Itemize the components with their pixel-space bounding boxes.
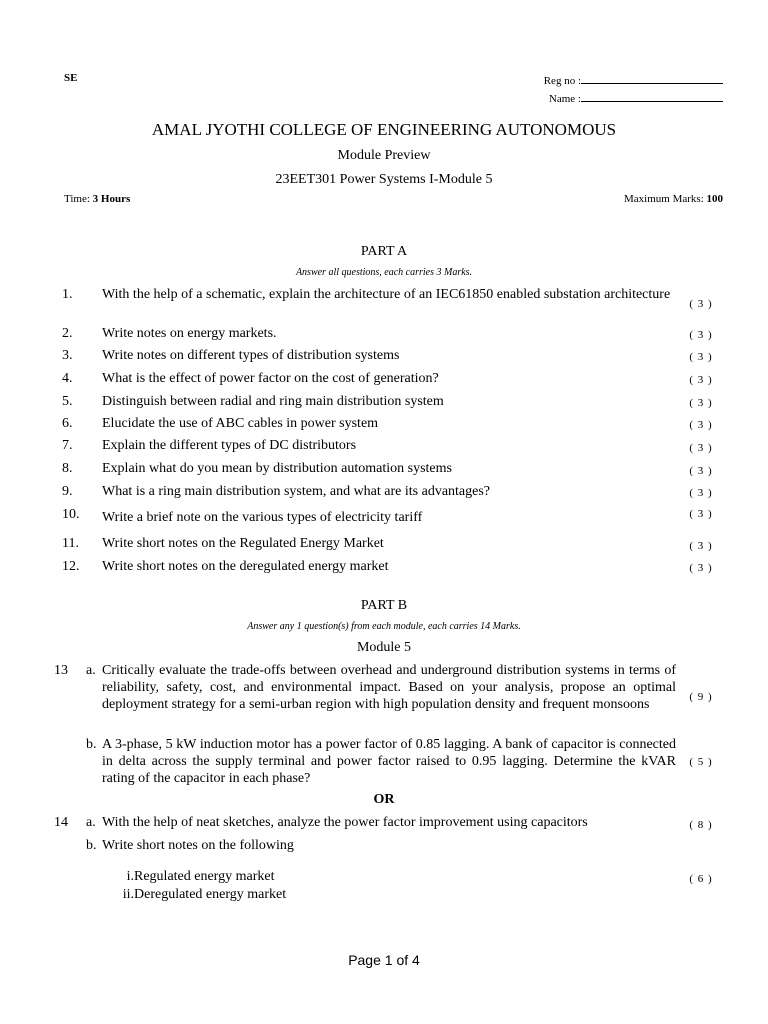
part-a-title: PART A <box>360 244 408 259</box>
sub-item-i: i. Regulated energy market <box>126 869 275 884</box>
reg-no-label: Reg no : <box>543 75 581 87</box>
question-13b: b. A 3-phase, 5 kW induction motor has a power factor of 0.85 lagging. A bank of capacitor is connected in delta across the supply terminal and power factor raised to 0.95 lagging. Determine the kVAR rating of the capacitor in each phase? ( 5 ) <box>86 737 713 786</box>
question-1: 1. With the help of a schematic, explain the architecture of an IEC61850 enabled substation architecture ( 3 ) <box>62 287 713 310</box>
time-value: 3 Hours <box>92 193 131 205</box>
module-preview-title: Module Preview <box>337 148 431 163</box>
sub-item-ii: ii. Deregulated energy market <box>122 887 287 902</box>
candidate-fields <box>544 72 723 108</box>
name-line <box>581 91 723 102</box>
max-marks-info: Maximum Marks: 100 <box>624 193 723 205</box>
max-marks-value: 100 <box>706 193 723 205</box>
module-title: Module 5 <box>356 640 412 655</box>
or-separator: OR <box>373 792 395 807</box>
paper-code: SE <box>64 72 78 84</box>
question-14b: b. Write short notes on the following ( 6 ) i. Regulated energy market ii. Deregulated energy market <box>62 837 724 907</box>
name-label: Name : <box>548 93 581 105</box>
part-b-title: PART B <box>360 598 408 613</box>
question-13a: 13 a. Critically evaluate the trade-offs between overhead and underground distribution systems in terms of reliability, safety, cost, and environmental impact. Based on your analysis, propose an optimal deployment strategy for a semi-urban region with high population density and frequent monsoons ( 9 ) <box>54 663 713 712</box>
part-a-instruction: Answer all questions, each carries 3 Marks. <box>295 267 473 278</box>
time-marks-row <box>64 193 723 205</box>
course-title: 23EET301 Power Systems I-Module 5 <box>275 172 493 187</box>
page-number: Page 1 of 4 <box>348 952 420 968</box>
reg-no-field <box>544 72 723 90</box>
time-info: Time: 3 Hours <box>64 193 131 205</box>
reg-no-line <box>581 73 723 84</box>
part-b-instruction: Answer any 1 question(s) from each module, each carries 14 Marks. <box>247 621 521 632</box>
name-field <box>544 90 723 108</box>
college-title: AMAL JYOTHI COLLEGE OF ENGINEERING AUTONOMOUS <box>151 120 617 139</box>
